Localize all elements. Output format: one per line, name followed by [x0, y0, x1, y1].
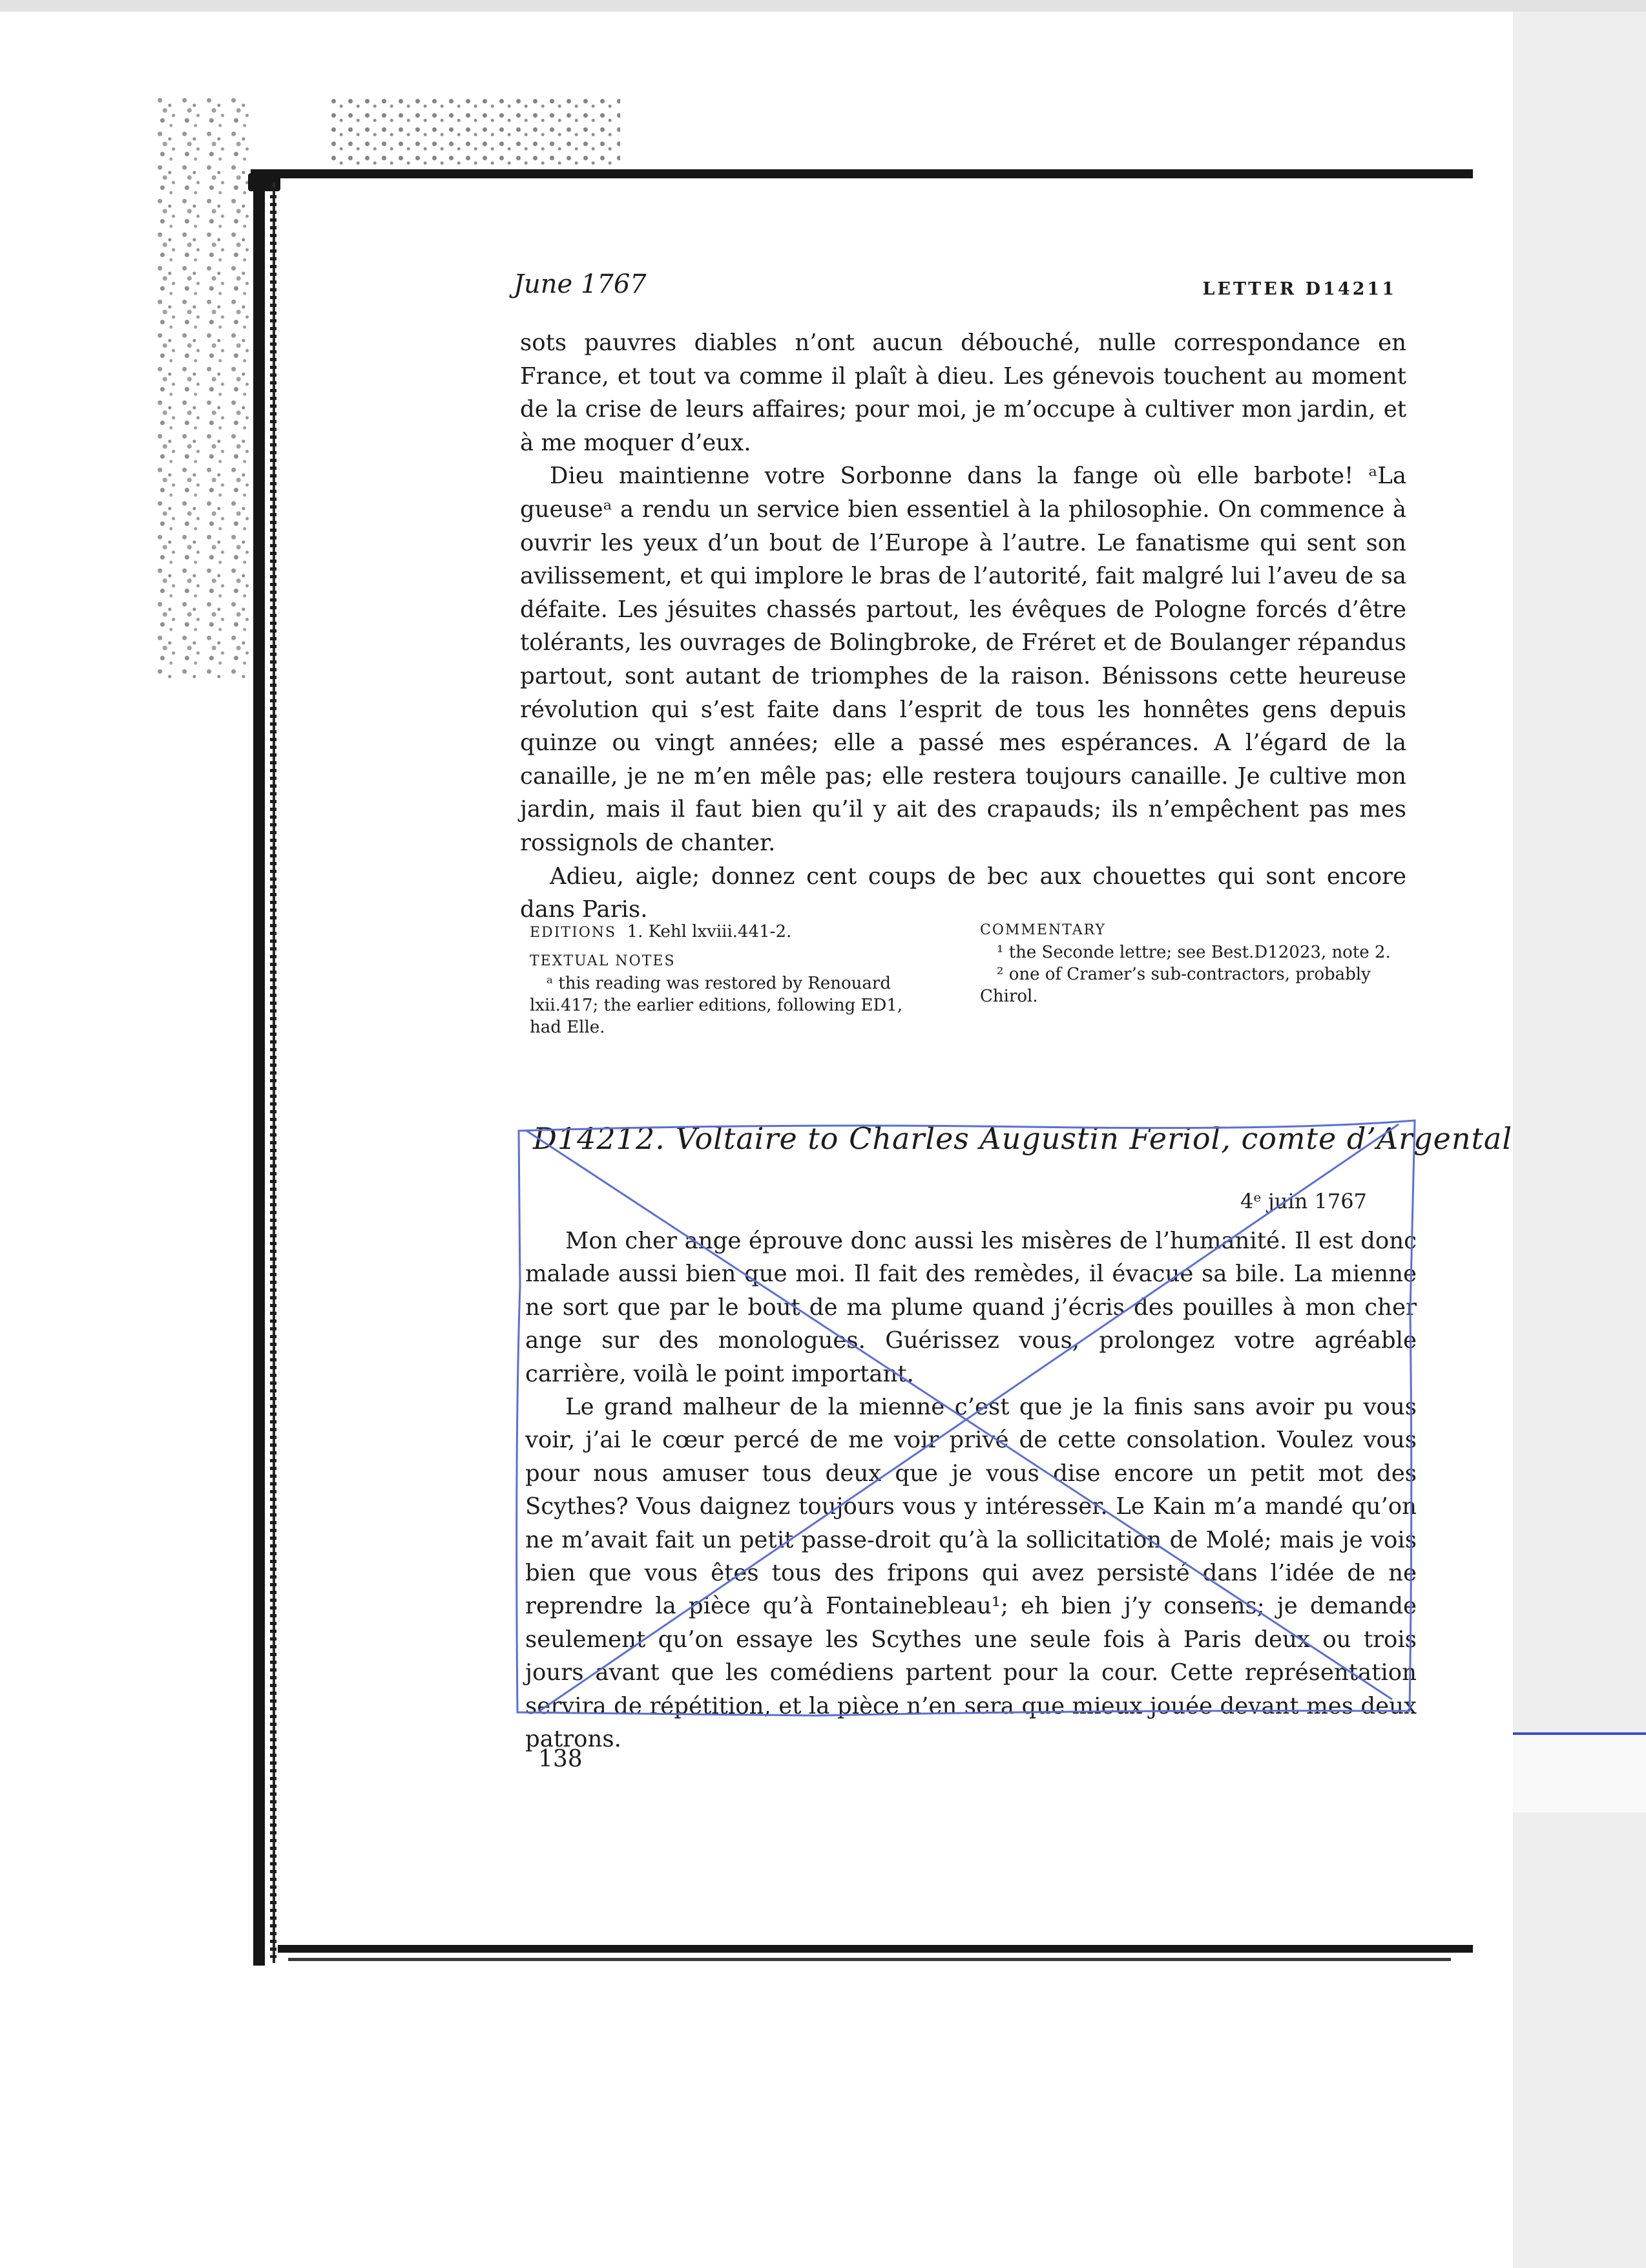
commentary-note-2: ² one of Cramer’s sub-contractors, probably Chirol. — [980, 965, 1371, 1006]
scan-smudge-top — [329, 97, 620, 168]
body-paragraph: sots pauvres diables n’ont aucun débouché, nulle correspondance en France, et tout va comme il plaît à dieu. Les génevois touchent au moment de la crise de leurs affaires; pour moi, je m’occupe à cultiver mon jardin, et à me moquer d’eux. — [520, 330, 1406, 456]
textual-notes-label: TEXTUAL NOTES — [530, 953, 676, 969]
body-paragraph: Adieu, aigle; donnez cent coups de bec aux chouettes qui sont encore dans Paris. — [520, 863, 1406, 923]
previous-letter-text — [520, 326, 1406, 927]
editions-text: 1. Kehl lxviii.441-2. — [627, 922, 792, 941]
notes-left-column — [530, 921, 917, 1038]
scanner-right-margin — [1513, 12, 1646, 2268]
scanner-margin-highlight — [1513, 1735, 1646, 1812]
notes-right-column — [980, 919, 1406, 1007]
textual-note-text: ᵃ this reading was restored by Renouard lxii.417; the earlier editions, following ED1, had Elle. — [530, 974, 903, 1037]
running-head-letter: LETTER D14211 — [1202, 279, 1397, 299]
pen-cross-stroke-2 — [539, 1124, 1399, 1711]
page-number: 138 — [538, 1746, 583, 1772]
letter-date: 4ᵉ juin 1767 — [1240, 1189, 1367, 1213]
frame-bottom-border — [278, 1945, 1473, 1953]
frame-dotted-rule — [270, 187, 276, 1958]
running-head-date: June 1767 — [514, 269, 647, 299]
frame-bottom-rule — [288, 1958, 1451, 1961]
pen-cross-stroke-1 — [526, 1131, 1392, 1699]
scanner-top-strip — [0, 0, 1646, 12]
commentary-note-1: ¹ the Seconde lettre; see Best.D12023, note 2. — [997, 943, 1391, 962]
editions-label: EDITIONS — [530, 925, 617, 941]
frame-top-border — [251, 169, 1473, 178]
letter-heading: D14212. Voltaire to Charles Augustin Feriol, comte d’Argental — [533, 1121, 1513, 1156]
frame-left-border — [253, 171, 265, 1966]
letter-paragraph: Le grand malheur de la mienne c’est que je la finis sans avoir pu vous voir, j’ai le cœur percé de me voir privé de cette consolation. Voulez vous pour nous amuser tous deux que je vous dise encore un petit mot des Scythes? Vous daignez toujours vous y intéresser. Le Kain m’a mandé qu’on ne m’avait fait un petit passe-droit qu’à la sollicitation de Molé; mais je vois bien que vous êtes tous des fripons qui avez persisté dans l’idée de ne reprendre la pièce qu’à Fontainebleau¹; eh bien j’y consens; je demande seulement qu’on essaye les Scythes une seule fois à Paris deux ou trois jours avant que les comédiens partent pour la cour. Cette représentation servira de répétition, et la pièce n’en sera que mieux jouée devant mes deux patrons. — [525, 1394, 1417, 1753]
commentary-label: COMMENTARY — [980, 922, 1107, 938]
body-paragraph: Dieu maintienne votre Sorbonne dans la fange où elle barbote! ᵃLa gueuseᵃ a rendu un service bien essentiel à la philosophie. On commence à ouvrir les yeux d’un bout de l’Europe à l’autre. Le fanatisme qui sent son avilissement, et qui implore le bras de l’autorité, fait malgré lui l’aveu de sa défaite. Les jésuites chassés partout, les évêques de Pologne forcés d’être tolérants, les ouvrages de Bolingbroke, de Fréret et de Boulanger répandus partout, sont autant de triomphes de la raison. Bénissons cette heureuse révolution qui s’est faite dans l’esprit de tous les honnêtes gens depuis quinze ou vingt années; elle a passé mes espérances. A l’égard de la canaille, je ne m’en mêle pas; elle restera toujours canaille. Je cultive mon jardin, mais il faut bien qu’il y ait des crapauds; ils n’empêchent pas mes rossignols de chanter. — [520, 463, 1406, 856]
editions-note — [530, 921, 917, 944]
letter-paragraph: Mon cher ange éprouve donc aussi les misères de l’humanité. Il est donc malade aussi bien que moi. Il fait des remèdes, il évacue sa bile. La mienne ne sort que par le bout de ma plume quand j’écris des pouilles à mon cher ange sur des monologues. Guérissez vous, prolongez votre agréable carrière, voilà le point important. — [525, 1228, 1417, 1387]
pen-strikeout-box — [514, 1118, 1416, 1719]
scan-smudge-left — [155, 97, 252, 678]
